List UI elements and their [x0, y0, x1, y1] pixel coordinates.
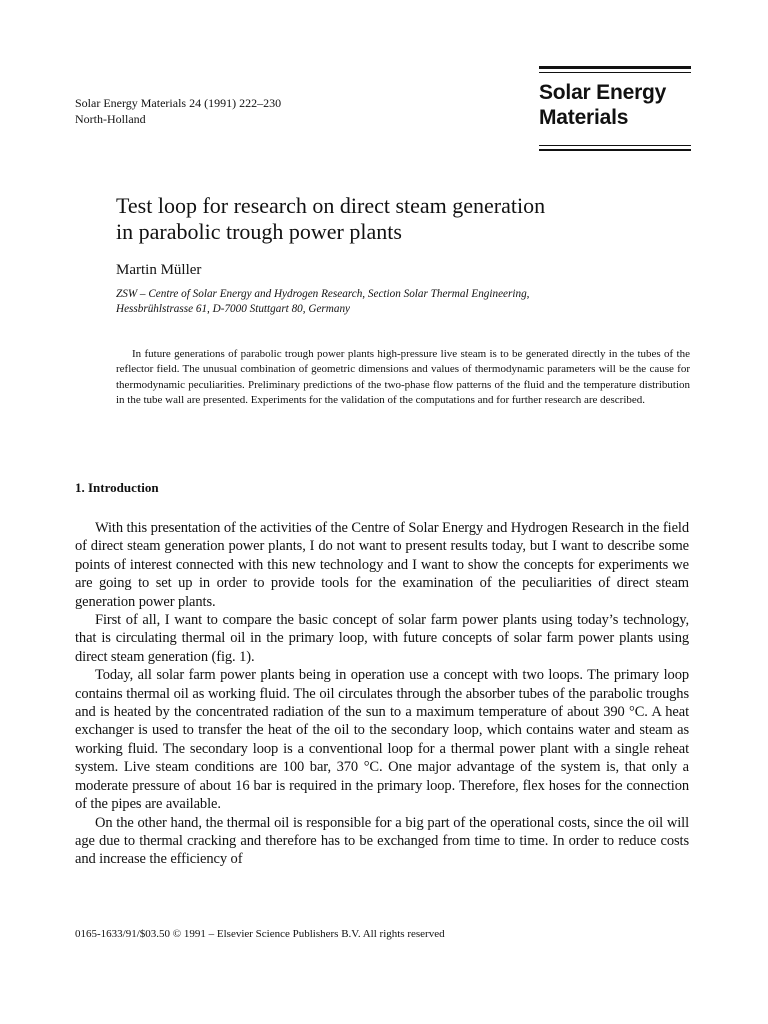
- paragraph: First of all, I want to compare the basic concept of solar farm power plants using today’s technology, that is circulating thermal oil in the primary loop, with future concepts of solar farm power plants using direct steam generation (fig. 1).: [75, 612, 689, 665]
- paragraph: Today, all solar farm power plants being in operation use a concept with two loops. The primary loop contains thermal oil as working fluid. The oil circulates through the absorber tubes of the parabolic troughs and is heated by the concentrated radiation of the sun to a maximum temperature of about 390 °C. A heat exchanger is used to transfer the heat of the oil to the secondary loop, which contains water and steam as working fluid. The secondary loop is a conventional loop for a thermal power plant with a single reheat system. Live steam conditions are 100 bar, 370 °C. One major advantage of the system is, that only a moderate pressure of about 16 bar is required in the primary loop. Therefore, flex hoses for the connection of the pipes are available.: [75, 667, 689, 813]
- brand-rule-bottom-thin: [539, 145, 691, 146]
- author-affiliation: [116, 287, 716, 317]
- title-line-1: Test loop for research on direct steam generation: [116, 193, 546, 218]
- journal-citation: Solar Energy Materials 24 (1991) 222–230: [75, 96, 282, 110]
- brand-rule-bottom: [539, 149, 691, 151]
- abstract: [116, 347, 690, 408]
- abstract-text: In future generations of parabolic trough power plants high-pressure live steam is to be generated directly in the tubes of the reflector field. The unusual combination of geometric dimensions and values of thermodynamic parameters will be the cause for thermodynamic peculiarities. Preliminary predictions of the two-phase flow patterns of the fluid and the temperature distribution in the tube wall are presented. Experiments for the validation of the computations and for further research are described.: [116, 348, 690, 406]
- journal-brand: [539, 80, 666, 130]
- article-title: [116, 193, 716, 245]
- brand-rule-top-thin: [539, 72, 691, 73]
- affiliation-line-1: ZSW – Centre of Solar Energy and Hydrogen Research, Section Solar Thermal Engineering,: [116, 288, 530, 300]
- affiliation-line-2: Hessbrühlstrasse 61, D-7000 Stuttgart 80, Germany: [116, 303, 351, 315]
- copyright-footer: 0165-1633/91/$03.50 © 1991 – Elsevier Science Publishers B.V. All rights reserved: [75, 928, 445, 940]
- brand-rule-top: [539, 66, 691, 69]
- paragraph: With this presentation of the activities of the Centre of Solar Energy and Hydrogen Research in the field of direct steam generation power plants, I do not want to present results today, but I want to describe some points of interest connected with this new technology and I want to show the concepts for experiments we are going to set up in order to provide tools for the examination of the peculiarities of direct steam generation power plants.: [75, 520, 689, 610]
- brand-line-2: Materials: [539, 106, 629, 129]
- journal-reference: [75, 95, 281, 127]
- brand-line-1: Solar Energy: [539, 81, 667, 104]
- paragraph: On the other hand, the thermal oil is responsible for a big part of the operational costs, since the oil will age due to thermal cracking and therefore has to be exchanged from time to time. In order to reduce costs and increase the efficiency of: [75, 814, 689, 868]
- section-heading: 1. Introduction: [75, 480, 159, 495]
- author-name: Martin Müller: [116, 262, 202, 278]
- section-body: [75, 519, 689, 869]
- publisher: North-Holland: [75, 112, 146, 126]
- title-line-2: in parabolic trough power plants: [116, 219, 402, 244]
